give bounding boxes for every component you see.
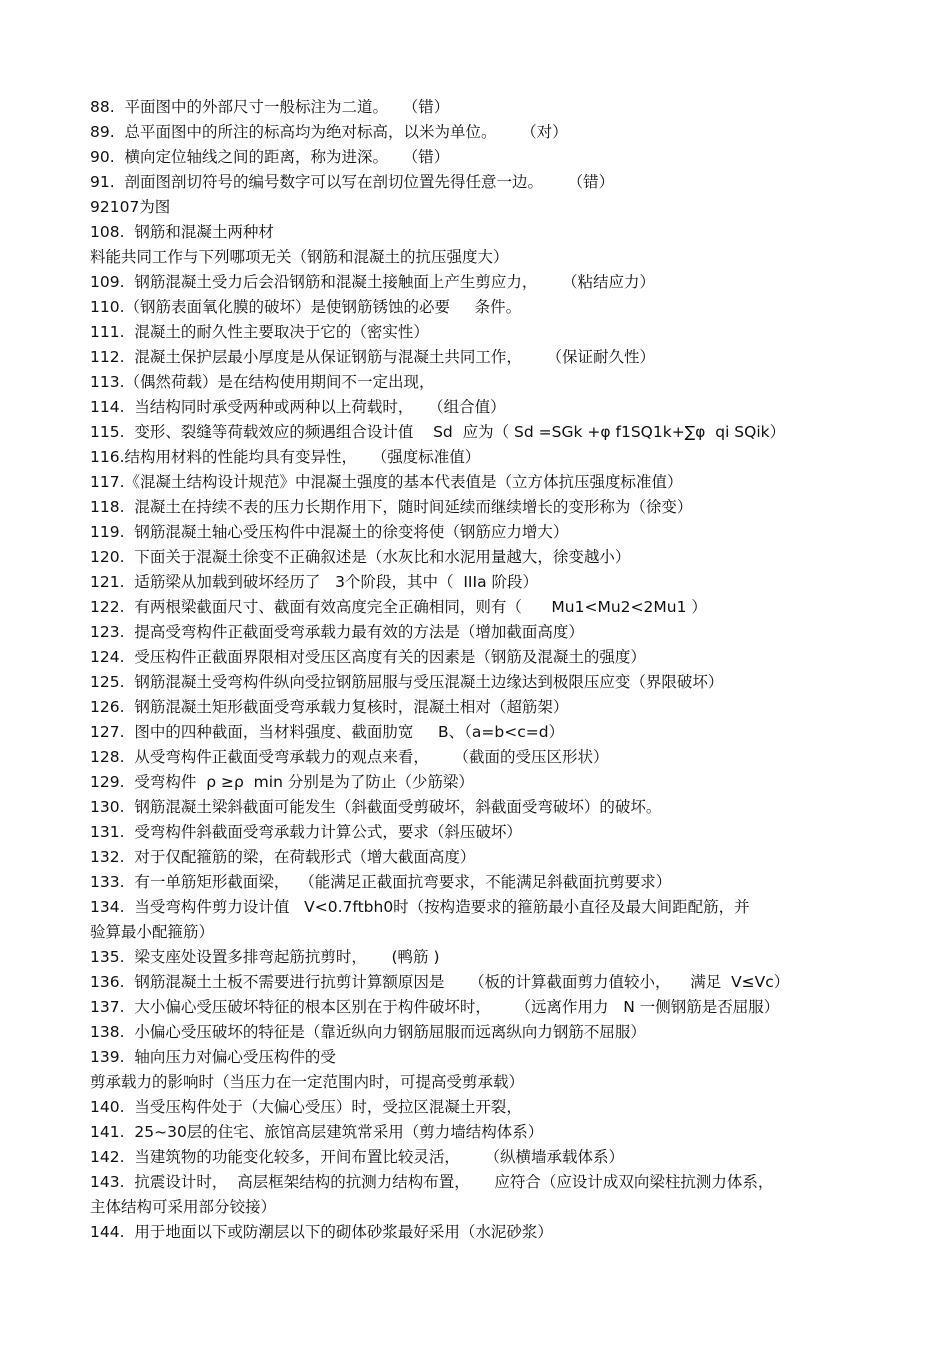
text-line: 123. 提高受弯构件正截面受弯承载力最有效的方法是（增加截面高度） — [90, 623, 584, 641]
text-line: 121. 适筋梁从加载到破坏经历了 3个阶段，其中（ IIIa 阶段） — [90, 573, 539, 591]
text-line: 142. 当建筑物的功能变化较多，开间布置比较灵活， （纵横墙承载体系） — [90, 1148, 625, 1166]
text-line: 主体结构可采用部分铰接） — [90, 1198, 277, 1216]
text-line: 143. 抗震设计时， 高层框架结构的抗测力结构布置， 应符合（应设计成双向梁柱抗测力体系， — [90, 1173, 774, 1191]
text-line: 91. 剖面图剖切符号的编号数字可以写在剖切位置先得任意一边。 （错） — [90, 173, 615, 191]
text-line: 109. 钢筋混凝土受力后会沿钢筋和混凝土接触面上产生剪应力， （粘结应力） — [90, 273, 656, 291]
text-line: 92107为图 — [90, 198, 171, 216]
text-line: 140. 当受压构件处于（大偏心受压）时，受拉区混凝土开裂， — [90, 1098, 522, 1116]
text-line: 110.（钢筋表面氧化膜的破坏）是使钢筋锈蚀的必要 条件。 — [90, 298, 522, 316]
text-line: 136. 钢筋混凝土土板不需要进行抗剪计算额原因是 （板的计算截面剪力值较小， 满足 V≤Vc） — [90, 973, 790, 991]
text-line: 144. 用于地面以下或防潮层以下的砌体砂浆最好采用（水泥砂浆） — [90, 1223, 553, 1241]
text-line: 115. 变形、裂缝等荷载效应的频遇组合设计值 Sd 应为（ Sd =SGk +φ f1SQ1k+∑φ qi SQik） — [90, 423, 786, 441]
text-line: 120. 下面关于混凝土徐变不正确叙述是（水灰比和水泥用量越大，徐变越小） — [90, 548, 631, 566]
text-line: 130. 钢筋混凝土梁斜截面可能发生（斜截面受剪破坏，斜截面受弯破坏）的破坏。 — [90, 798, 662, 816]
text-line: 108. 钢筋和混凝土两种材 — [90, 223, 274, 241]
text-line: 132. 对于仅配箍筋的梁，在荷载形式（增大截面高度） — [90, 848, 476, 866]
text-line: 验算最小配箍筋） — [90, 923, 215, 941]
text-line: 141. 25~30层的住宅、旅馆高层建筑常采用（剪力墙结构体系） — [90, 1123, 544, 1141]
text-line: 138. 小偏心受压破坏的特征是（靠近纵向力钢筋屈服而远离纵向力钢筋不屈服） — [90, 1023, 646, 1041]
text-line: 料能共同工作与下列哪项无关（钢筋和混凝土的抗压强度大） — [90, 248, 509, 266]
text-line: 126. 钢筋混凝土矩形截面受弯承载力复核时，混凝土相对（超筋架） — [90, 698, 569, 716]
text-line: 134. 当受弯构件剪力设计值 V<0.7ftbh0时（按构造要求的箍筋最小直径及最大间距配筋，并 — [90, 898, 750, 916]
text-line: 127. 图中的四种截面，当材料强度、截面肋宽 B、（a=b<c=d） — [90, 723, 565, 741]
text-line: 137. 大小偏心受压破坏特征的根本区别在于构件破坏时， （远离作用力 N 一侧钢筋是否屈服） — [90, 998, 780, 1016]
text-line: 113.（偶然荷载）是在结构使用期间不一定出现， — [90, 373, 435, 391]
text-line: 118. 混凝土在持续不表的压力长期作用下，随时间延续而继续增长的变形称为（徐变） — [90, 498, 693, 516]
text-line: 122. 有两根梁截面尺寸、截面有效高度完全正确相同，则有（ Mu1<Mu2<2Mu1 ） — [90, 598, 707, 616]
text-line: 89. 总平面图中的所注的标高均为绝对标高，以米为单位。 （对） — [90, 123, 568, 141]
text-line: 133. 有一单筋矩形截面梁， （能满足正截面抗弯要求，不能满足斜截面抗剪要求） — [90, 873, 672, 891]
text-line: 119. 钢筋混凝土轴心受压构件中混凝土的徐变将使（钢筋应力增大） — [90, 523, 569, 541]
text-line: 129. 受弯构件 ρ ≥ρ min 分别是为了防止（少筋梁） — [90, 773, 474, 791]
text-line: 112. 混凝土保护层最小厚度是从保证钢筋与混凝土共同工作， （保证耐久性） — [90, 348, 656, 366]
text-line: 88. 平面图中的外部尺寸一般标注为二道。 （错） — [90, 98, 450, 116]
text-line: 90. 横向定位轴线之间的距离，称为进深。 （错） — [90, 148, 450, 166]
text-line: 125. 钢筋混凝土受弯构件纵向受拉钢筋屈服与受压混凝土边缘达到极限压应变（界限破坏） — [90, 673, 724, 691]
text-line: 128. 从受弯构件正截面受弯承载力的观点来看， （截面的受压区形状） — [90, 748, 609, 766]
text-line: 139. 轴向压力对偏心受压构件的受 — [90, 1048, 336, 1066]
text-line: 124. 受压构件正截面界限相对受压区高度有关的因素是（钢筋及混凝土的强度） — [90, 648, 646, 666]
text-line: 117.《混凝土结构设计规范》中混凝土强度的基本代表值是（立方体抗压强度标准值） — [90, 473, 683, 491]
text-line: 111. 混凝土的耐久性主要取决于它的（密实性） — [90, 323, 429, 341]
text-line: 剪承载力的影响时（当压力在一定范围内时，可提高受剪承载） — [90, 1073, 525, 1091]
text-line: 116.结构用材料的性能均具有变异性， （强度标准值） — [90, 448, 481, 466]
text-line: 131. 受弯构件斜截面受弯承载力计算公式，要求（斜压破坏） — [90, 823, 522, 841]
document-body — [90, 95, 870, 1245]
text-line: 135. 梁支座处设置多排弯起筋抗剪时， (鸭筋 ) — [90, 948, 440, 966]
text-line: 114. 当结构同时承受两种或两种以上荷载时， （组合值） — [90, 398, 506, 416]
